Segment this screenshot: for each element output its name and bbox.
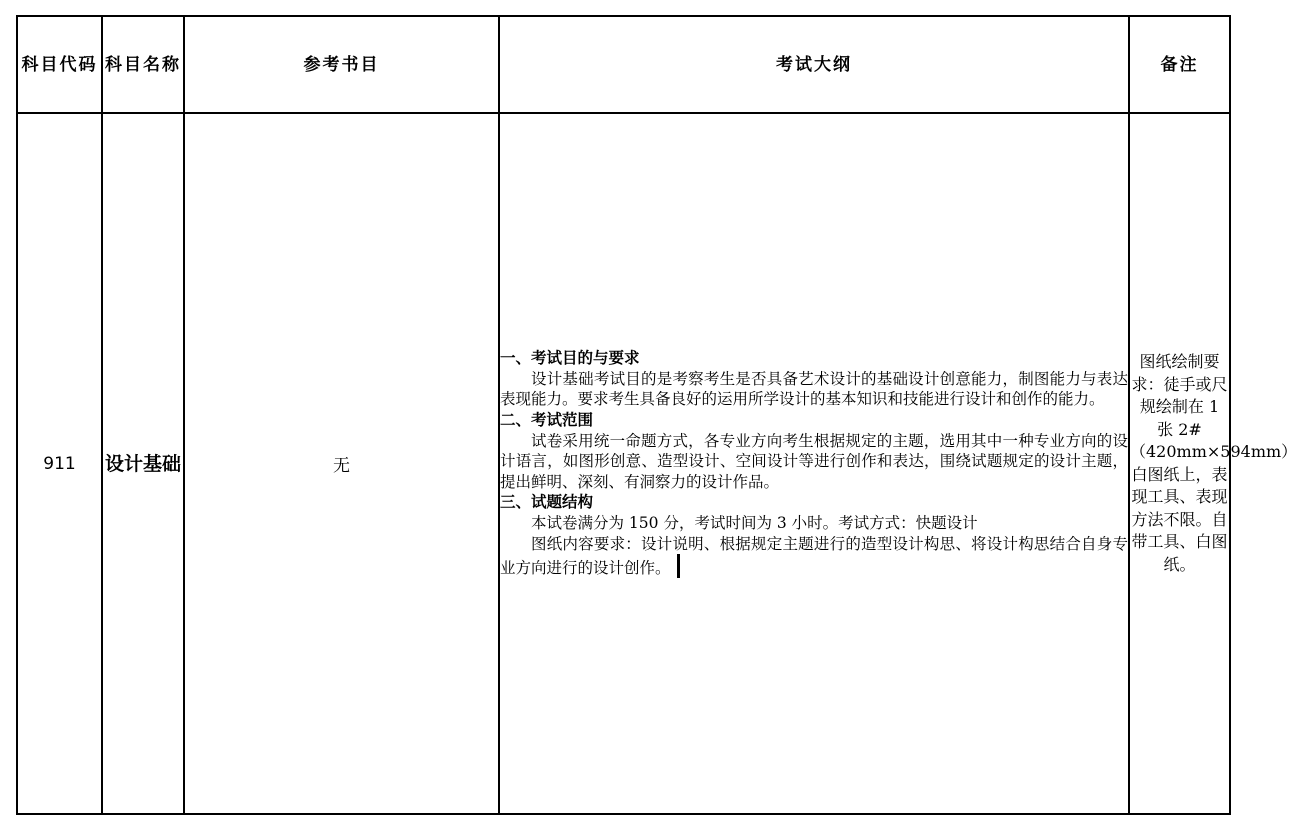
section-paragraph: 设计基础考试目的是考察考生是否具备艺术设计的基础设计创意能力，制图能力与表达表现能力。要求考生具备良好的运用所学设计的基本知识和技能进行设计和创作的能力。 — [500, 369, 1128, 409]
subject-code-cell: 911 — [17, 113, 102, 814]
header-subject-name: 科目名称 — [102, 16, 184, 113]
section-heading: 一、考试目的与要求 — [500, 349, 640, 368]
syllabus-table — [16, 15, 1297, 815]
section-paragraph: 本试卷满分为 150 分，考试时间为 3 小时。考试方式：快题设计 — [531, 513, 978, 532]
reference-books-cell: 无 — [184, 113, 499, 814]
header-row — [17, 16, 1230, 113]
exam-outline-cell[interactable] — [499, 113, 1129, 814]
section-paragraph-last — [500, 534, 1128, 579]
table-row — [17, 113, 1230, 814]
subject-name-cell: 设计基础 — [102, 113, 184, 814]
notes-cell: 图纸绘制要求：徒手或尺规绘制在 1 张 2#（420mm×594mm）白图纸上，表现工具、表现方法不限。自带工具、白图纸。 — [1129, 113, 1230, 814]
section-paragraph-text: 图纸内容要求：设计说明、根据规定主题进行的造型设计构思、将设计构思结合自身专业方向进行的设计创作。 — [500, 534, 1128, 578]
header-subject-code: 科目代码 — [17, 16, 102, 113]
section-paragraph: 试卷采用统一命题方式，各专业方向考生根据规定的主题，选用其中一种专业方向的设计语言，如图形创意、造型设计、空间设计等进行创作和表达，围绕试题规定的设计主题，提出鲜明、深刻、有洞察力的设计作品。 — [500, 431, 1128, 491]
text-cursor — [677, 554, 680, 578]
header-notes: 备注 — [1129, 16, 1230, 113]
header-reference-books: 参考书目 — [184, 16, 499, 113]
section-heading: 二、考试范围 — [500, 411, 594, 430]
header-exam-outline: 考试大纲 — [499, 16, 1129, 113]
section-heading: 三、试题结构 — [500, 493, 594, 512]
